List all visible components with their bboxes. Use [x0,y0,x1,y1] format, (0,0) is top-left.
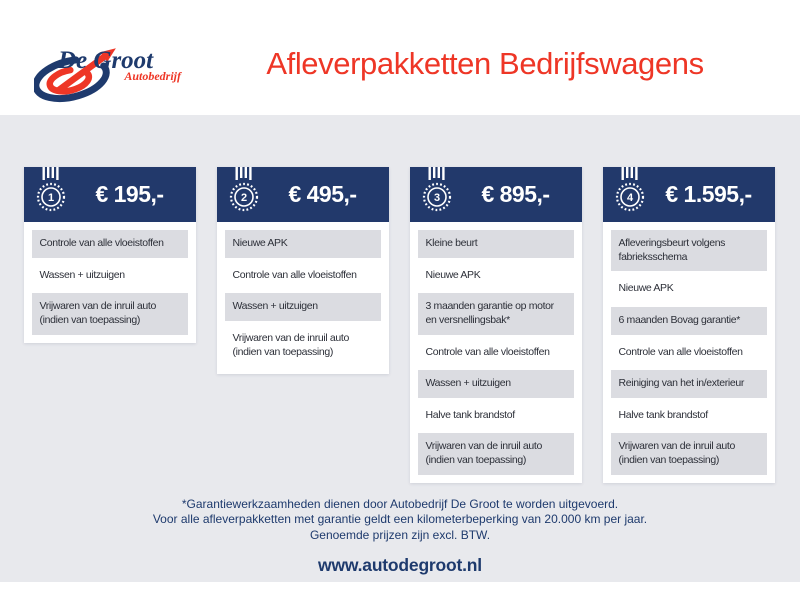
package-card-header [410,167,582,222]
package-items [603,222,775,483]
footnote-line: *Garantiewerkzaamheden dienen door Autobedrijf De Groot te worden uitgevoerd. [181,496,619,511]
svg-text:2: 2 [240,192,247,204]
package-card [24,167,196,343]
package-item: Controle van alle vloeistoffen [232,268,357,281]
package-item: Controle van alle vloeistoffen [32,230,188,258]
logo-name: De Groot [58,47,154,74]
medal-rank-icon [226,167,262,219]
package-item: Halve tank brandstof [618,408,708,421]
logo-subtitle: Autobedrijf [124,69,181,83]
package-item: Nieuwe APK [225,230,381,258]
package-item: Controle van alle vloeistoffen [425,345,550,358]
package-price: € 495,- [288,181,357,207]
package-item: Wassen + uitzuigen [418,370,574,398]
package-item: Nieuwe APK [618,282,674,295]
svg-text:1: 1 [47,192,54,204]
footnote-line: Voor alle afleverpakketten met garantie geldt een kilometerbeperking van 20.000 km per jaar. [152,512,648,527]
package-item: Vrijwaren van de inruil auto (indien van toepassing) [232,331,349,358]
package-item: 3 maanden garantie op motor en versnellingsbak* [418,293,574,334]
package-items [410,222,582,483]
package-item: Controle van alle vloeistoffen [618,345,743,358]
package-price: € 195,- [95,181,164,207]
package-card-header [217,167,389,222]
medal-rank-icon [612,167,648,219]
package-item: Wassen + uitzuigen [39,268,125,281]
package-price: € 1.595,- [665,181,752,207]
package-item: Wassen + uitzuigen [225,293,381,321]
package-item: Kleine beurt [418,230,574,258]
svg-text:4: 4 [626,192,633,204]
package-item: Vrijwaren van de inruil auto (indien van toepassing) [418,433,574,474]
package-item: Vrijwaren van de inruil auto (indien van toepassing) [32,293,188,334]
page-title: Afleverpakketten Bedrijfswagens [266,46,704,81]
package-card-header [603,167,775,222]
package-price: € 895,- [481,181,550,207]
package-card [217,167,389,374]
website-link[interactable]: www.autodegroot.nl [318,555,482,576]
package-card [603,167,775,483]
package-item: Vrijwaren van de inruil auto (indien van toepassing) [611,433,767,474]
package-card-header [24,167,196,222]
package-card [410,167,582,483]
package-item: Reiniging van het in/exterieur [611,370,767,398]
package-item: 6 maanden Bovag garantie* [611,307,767,335]
package-item: Halve tank brandstof [425,408,515,421]
package-item: Nieuwe APK [425,268,481,281]
package-items [217,222,389,374]
packages-row [24,167,777,483]
package-item: Afleveringsbeurt volgens fabrieksschema [611,230,767,271]
page-header [0,0,800,115]
footnote-line: Genoemde prijzen zijn excl. BTW. [309,527,491,542]
svg-text:3: 3 [433,192,440,204]
content-area [0,115,800,582]
medal-rank-icon [419,167,455,219]
medal-rank-icon [33,167,69,219]
package-items [24,222,196,343]
de-groot-logo [34,40,186,104]
footnotes [0,497,800,544]
